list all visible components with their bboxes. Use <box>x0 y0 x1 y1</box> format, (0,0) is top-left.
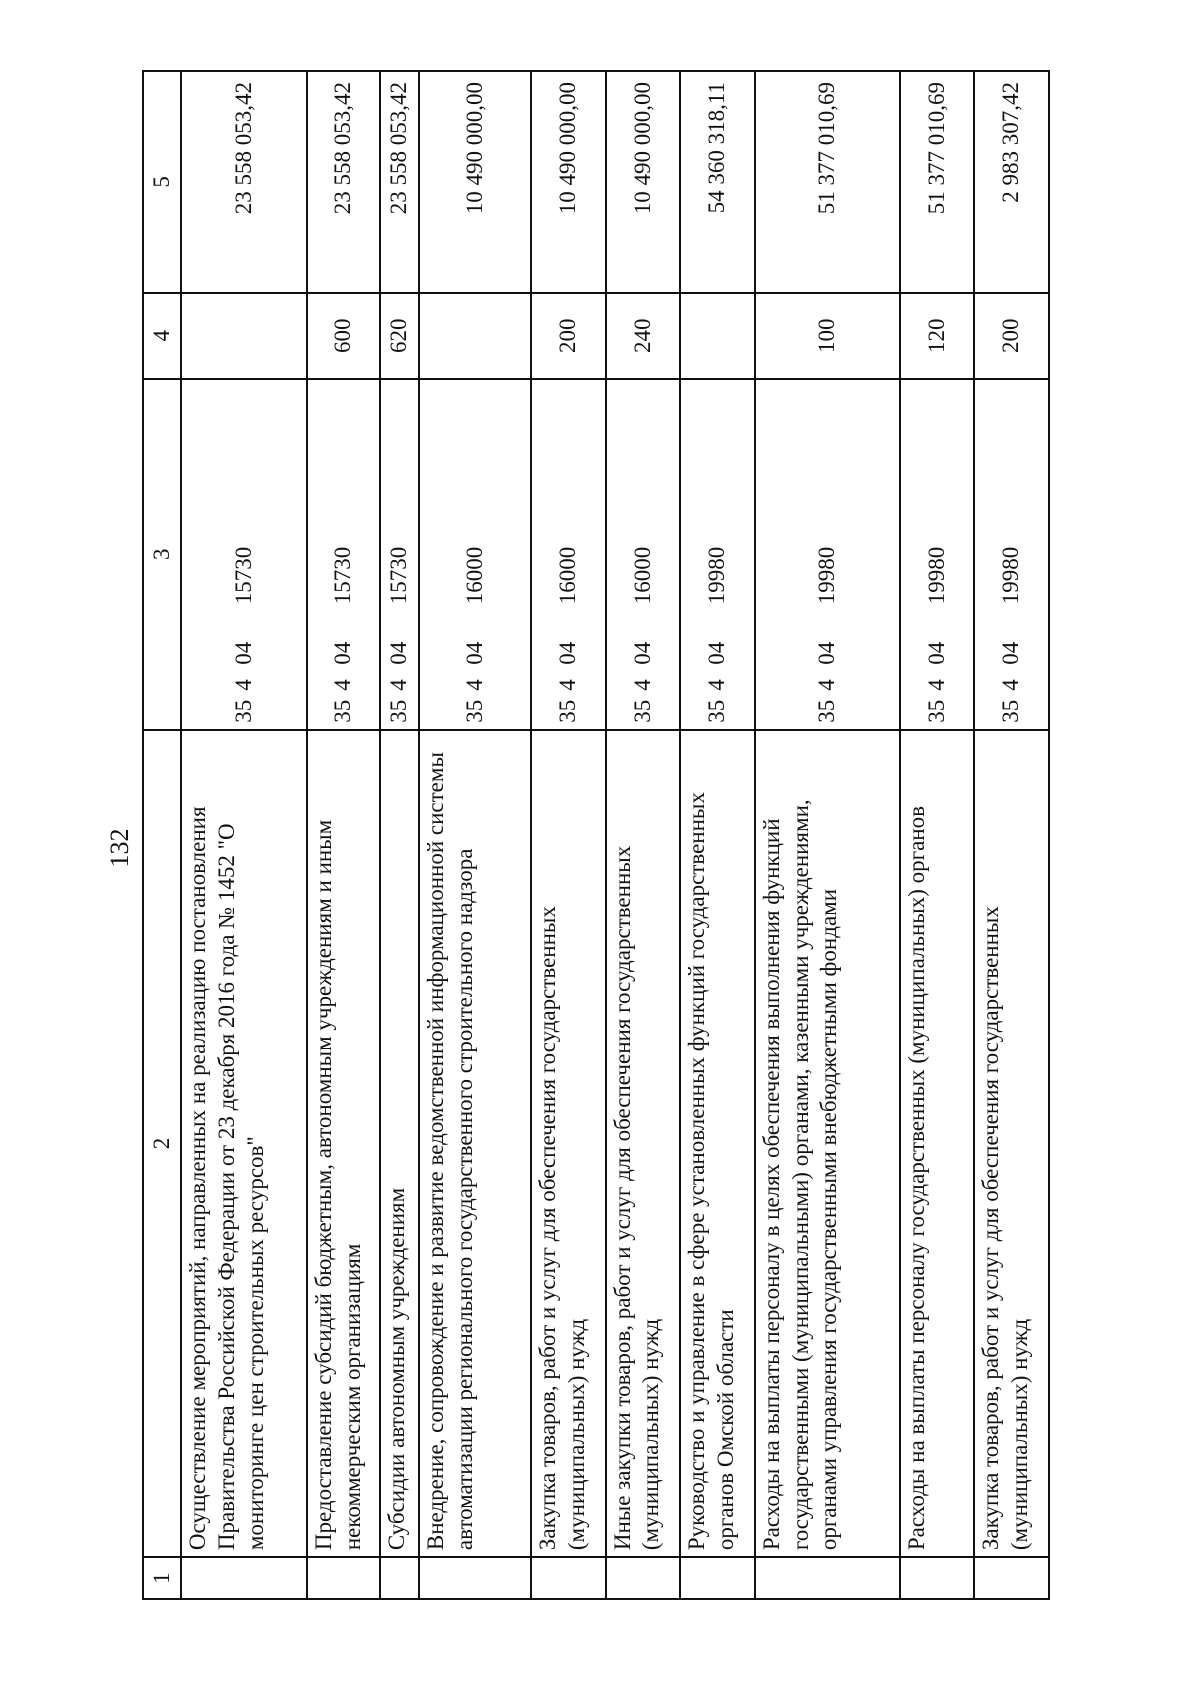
code-part-4: 19980 <box>813 546 839 605</box>
code-part-1: 35 <box>813 699 839 723</box>
code-part-3: 04 <box>330 641 356 665</box>
row-number-cell <box>531 1557 606 1599</box>
row-code-cell <box>419 379 531 730</box>
row-amount-cell: 51 377 010,69 <box>755 71 900 293</box>
code-part-2: 4 <box>923 679 949 691</box>
table-row <box>680 71 755 1599</box>
table-row <box>419 71 531 1599</box>
code-part-3: 04 <box>704 641 730 665</box>
row-expense-type-cell: 620 <box>380 293 419 379</box>
row-code-cell <box>181 379 307 730</box>
header-col-1: 1 <box>143 1557 181 1599</box>
code-part-2: 4 <box>330 679 356 691</box>
code-part-2: 4 <box>461 679 487 691</box>
code-part-2: 4 <box>704 679 730 691</box>
row-code-cell <box>606 379 681 730</box>
row-code-cell <box>307 379 380 730</box>
code-part-1: 35 <box>554 699 580 723</box>
budget-table <box>142 70 1050 1600</box>
table-row <box>755 71 900 1599</box>
code-part-2: 4 <box>230 679 256 691</box>
row-number-cell <box>380 1557 419 1599</box>
table-row <box>900 71 975 1599</box>
row-expense-type-cell: 200 <box>531 293 606 379</box>
row-name-cell: Предоставление субсидий бюджетным, автономным учреждениям и иным некоммерческим организациям <box>307 730 380 1557</box>
code-part-1: 35 <box>998 699 1024 723</box>
code-part-4: 16000 <box>629 546 655 605</box>
code-part-1: 35 <box>230 699 256 723</box>
header-col-3: 3 <box>143 379 181 730</box>
row-number-cell <box>606 1557 681 1599</box>
row-code-cell <box>680 379 755 730</box>
row-amount-cell: 23 558 053,42 <box>380 71 419 293</box>
row-name-cell: Субсидии автономным учреждениям <box>380 730 419 1557</box>
table-row <box>380 71 419 1599</box>
row-name-cell: Иные закупки товаров, работ и услуг для обеспечения государственных (муниципальных) нужд <box>606 730 681 1557</box>
row-amount-cell: 10 490 000,00 <box>419 71 531 293</box>
row-amount-cell: 10 490 000,00 <box>531 71 606 293</box>
code-part-2: 4 <box>629 679 655 691</box>
code-part-4: 16000 <box>461 546 487 605</box>
page-number: 132 <box>105 828 134 868</box>
row-expense-type-cell <box>419 293 531 379</box>
row-name-cell: Расходы на выплаты персоналу в целях обеспечения выполнения функций государственными (муниципальными) органами, казенными учреждениями, органами управления государственными внебюджетными фондами <box>755 730 900 1557</box>
code-part-4: 19980 <box>704 546 730 605</box>
row-number-cell <box>900 1557 975 1599</box>
table-body <box>181 71 1049 1599</box>
row-number-cell <box>419 1557 531 1599</box>
code-part-1: 35 <box>923 699 949 723</box>
code-part-2: 4 <box>554 679 580 691</box>
code-part-3: 04 <box>386 641 412 665</box>
row-code-cell <box>380 379 419 730</box>
row-name-cell: Закупка товаров, работ и услуг для обеспечения государственных (муниципальных) нужд <box>531 730 606 1557</box>
code-part-2: 4 <box>386 679 412 691</box>
row-amount-cell: 23 558 053,42 <box>181 71 307 293</box>
row-name-cell: Осуществление мероприятий, направленных на реализацию постановления Правительства Российской Федерации от 23 декабря 2016 года № 1452 "О мониторинге цен строительных ресурсов" <box>181 730 307 1557</box>
row-expense-type-cell: 120 <box>900 293 975 379</box>
row-name-cell: Расходы на выплаты персоналу государственных (муниципальных) органов <box>900 730 975 1557</box>
row-name-cell: Закупка товаров, работ и услуг для обеспечения государственных (муниципальных) нужд <box>974 730 1049 1557</box>
row-expense-type-cell: 200 <box>974 293 1049 379</box>
table-row <box>181 71 307 1599</box>
row-expense-type-cell: 240 <box>606 293 681 379</box>
row-amount-cell: 2 983 307,42 <box>974 71 1049 293</box>
code-part-1: 35 <box>386 699 412 723</box>
code-part-3: 04 <box>629 641 655 665</box>
row-number-cell <box>755 1557 900 1599</box>
row-number-cell <box>974 1557 1049 1599</box>
code-part-1: 35 <box>629 699 655 723</box>
code-part-1: 35 <box>461 699 487 723</box>
row-amount-cell: 51 377 010,69 <box>900 71 975 293</box>
row-code-cell <box>755 379 900 730</box>
code-part-3: 04 <box>998 641 1024 665</box>
row-number-cell <box>307 1557 380 1599</box>
code-part-3: 04 <box>230 641 256 665</box>
row-number-cell <box>680 1557 755 1599</box>
code-part-4: 16000 <box>554 546 580 605</box>
code-part-4: 15730 <box>386 546 412 605</box>
code-part-3: 04 <box>554 641 580 665</box>
code-part-4: 19980 <box>998 546 1024 605</box>
header-col-5: 5 <box>143 71 181 293</box>
header-row <box>143 71 181 1599</box>
header-col-2: 2 <box>143 730 181 1557</box>
code-part-3: 04 <box>813 641 839 665</box>
header-col-4: 4 <box>143 293 181 379</box>
code-part-4: 19980 <box>923 546 949 605</box>
row-number-cell <box>181 1557 307 1599</box>
row-expense-type-cell: 100 <box>755 293 900 379</box>
code-part-3: 04 <box>923 641 949 665</box>
row-name-cell: Руководство и управление в сфере установленных функций государственных органов Омской области <box>680 730 755 1557</box>
code-part-1: 35 <box>704 699 730 723</box>
table-row <box>307 71 380 1599</box>
table-row <box>606 71 681 1599</box>
rotated-table-wrapper <box>142 70 1050 1600</box>
row-amount-cell: 10 490 000,00 <box>606 71 681 293</box>
table-row <box>531 71 606 1599</box>
row-amount-cell: 54 360 318,11 <box>680 71 755 293</box>
table-row <box>974 71 1049 1599</box>
row-expense-type-cell <box>181 293 307 379</box>
row-code-cell <box>531 379 606 730</box>
code-part-4: 15730 <box>230 546 256 605</box>
row-code-cell <box>900 379 975 730</box>
row-name-cell: Внедрение, сопровождение и развитие ведомственной информационной системы автоматизации регионального государственного строительного надзора <box>419 730 531 1557</box>
code-part-2: 4 <box>998 679 1024 691</box>
row-expense-type-cell: 600 <box>307 293 380 379</box>
row-amount-cell: 23 558 053,42 <box>307 71 380 293</box>
code-part-1: 35 <box>330 699 356 723</box>
code-part-2: 4 <box>813 679 839 691</box>
code-part-4: 15730 <box>330 546 356 605</box>
code-part-3: 04 <box>461 641 487 665</box>
row-code-cell <box>974 379 1049 730</box>
row-expense-type-cell <box>680 293 755 379</box>
